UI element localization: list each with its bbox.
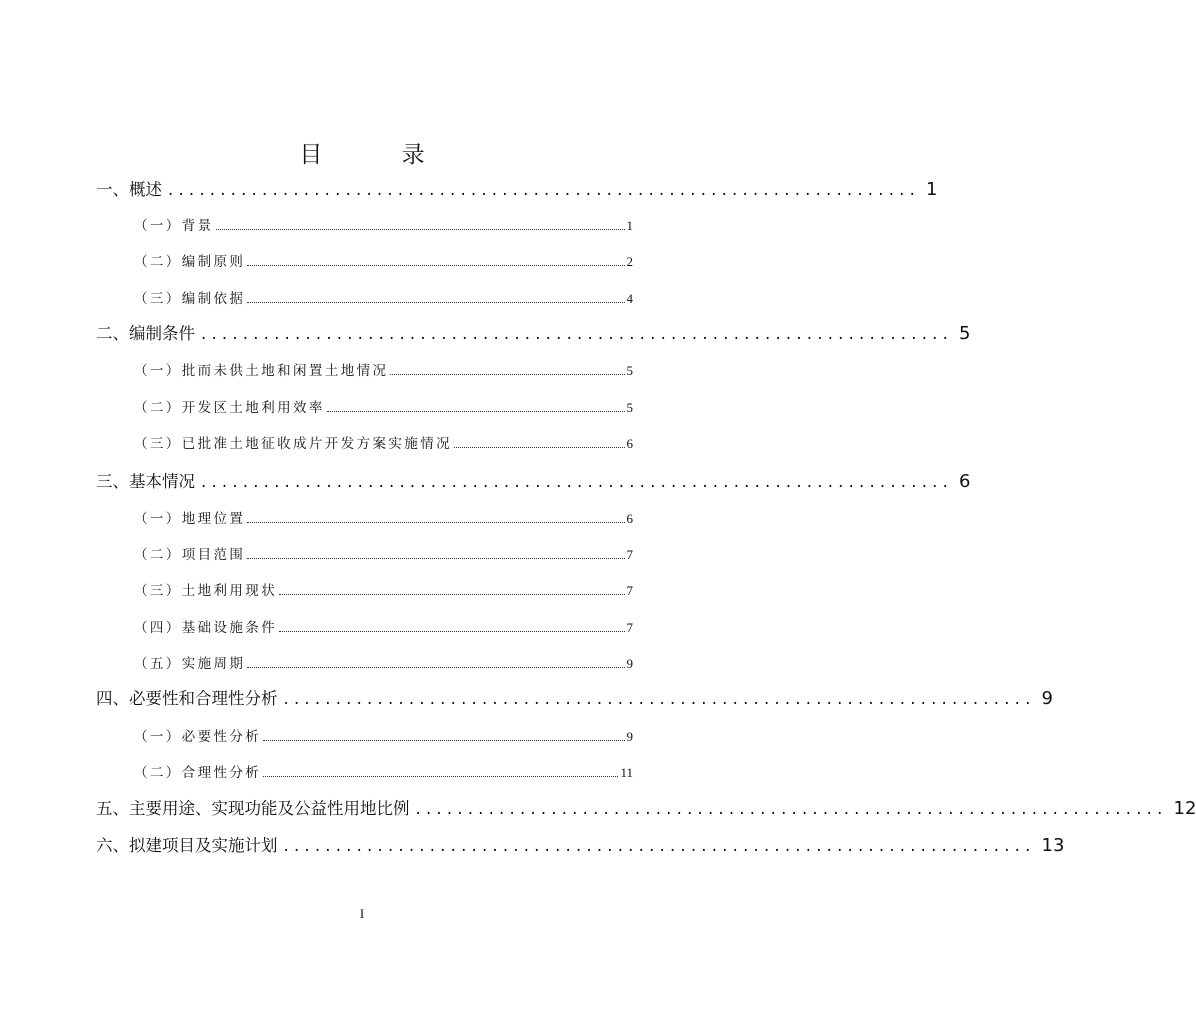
toc-entry[interactable] <box>134 616 633 636</box>
toc-entry-page: 9 <box>626 729 633 744</box>
toc-entry[interactable] <box>134 652 633 672</box>
toc-entry-label: （一）背景 <box>134 218 214 234</box>
toc-entry-label: （三）已批准土地征收成片开发方案实施情况 <box>134 436 452 452</box>
toc-entry-label: 四、必要性和合理性分析 <box>96 689 278 708</box>
toc-entry[interactable] <box>134 287 633 307</box>
toc-leader-dots: ........................................................................ <box>201 324 954 343</box>
toc-entry[interactable] <box>96 468 971 492</box>
toc-entry[interactable] <box>96 320 971 344</box>
toc-entry[interactable] <box>134 543 633 563</box>
toc-leader-dots: ........................................................................ <box>283 836 1036 855</box>
toc-entry-label: （二）合理性分析 <box>134 765 262 781</box>
toc-entry-label: （一）必要性分析 <box>134 729 262 745</box>
toc-entry-page: 7 <box>626 583 633 598</box>
toc-leader-dots <box>247 558 624 559</box>
toc-entry-label: （三）土地利用现状 <box>134 583 278 599</box>
toc-leader-dots: ........................................................................ <box>415 799 1168 818</box>
toc-entry-label: 三、基本情况 <box>96 472 195 491</box>
toc-entry-page: 1 <box>626 218 633 233</box>
toc-entry[interactable] <box>96 832 1065 856</box>
toc-entry-label: （二）项目范围 <box>134 547 246 563</box>
toc-leader-dots: ........................................................................ <box>168 180 921 199</box>
toc-entry-label: （四）基础设施条件 <box>134 620 278 636</box>
toc-entry-label: （一）批而未供土地和闲置土地情况 <box>134 363 389 379</box>
toc-entry-label: （三）编制依据 <box>134 291 246 307</box>
toc-entry-page: 7 <box>626 620 633 635</box>
toc-entry[interactable] <box>134 761 633 781</box>
toc-entry-label: （五）实施周期 <box>134 656 246 672</box>
toc-entry[interactable] <box>134 214 633 234</box>
toc-entry[interactable] <box>134 725 633 745</box>
toc-entry-label: （二）开发区土地利用效率 <box>134 400 325 416</box>
toc-leader-dots <box>279 631 624 632</box>
toc-entry-label: 一、概述 <box>96 180 162 199</box>
toc-leader-dots <box>247 522 624 523</box>
toc-leader-dots <box>247 302 624 303</box>
toc-entry-page: 9 <box>626 656 633 671</box>
toc-entry-page: 12 <box>1173 798 1196 819</box>
toc-leader-dots: ........................................................................ <box>283 689 1036 708</box>
toc-entry[interactable] <box>134 250 633 270</box>
toc-entry[interactable] <box>134 579 633 599</box>
toc-title: 目 录 <box>299 142 461 168</box>
toc-leader-dots: ........................................................................ <box>201 472 954 491</box>
toc-leader-dots <box>390 374 624 375</box>
toc-entry[interactable] <box>96 685 1053 709</box>
toc-leader-dots <box>216 229 625 230</box>
toc-entry-page: 2 <box>626 254 633 269</box>
toc-entry-page: 5 <box>626 400 633 415</box>
toc-leader-dots <box>327 411 625 412</box>
toc-entry-label: 六、拟建项目及实施计划 <box>96 836 278 855</box>
toc-entry-page: 7 <box>626 547 633 562</box>
toc-entry-label: （二）编制原则 <box>134 254 246 270</box>
toc-entry-page: 5 <box>626 363 633 378</box>
toc-entry-page: 11 <box>620 765 633 780</box>
toc-leader-dots <box>247 667 624 668</box>
toc-entry-label: 五、主要用途、实现功能及公益性用地比例 <box>96 799 410 818</box>
page-number: I <box>359 906 365 921</box>
toc-entry[interactable] <box>134 396 633 416</box>
toc-entry[interactable] <box>134 432 633 452</box>
toc-leader-dots <box>263 776 618 777</box>
toc-entry[interactable] <box>96 176 938 200</box>
toc-entry[interactable] <box>96 795 1196 819</box>
toc-entry-label: 二、编制条件 <box>96 324 195 343</box>
toc-leader-dots <box>454 447 625 448</box>
toc-entry-page: 6 <box>626 436 633 451</box>
toc-entry-page: 4 <box>626 291 633 306</box>
toc-entry[interactable] <box>134 359 633 379</box>
toc-leader-dots <box>247 265 624 266</box>
toc-entry-page: 13 <box>1041 835 1065 856</box>
toc-leader-dots <box>263 740 624 741</box>
toc-entry-page: 5 <box>959 323 971 344</box>
toc-entry-page: 6 <box>626 511 633 526</box>
toc-entry-page: 6 <box>959 471 971 492</box>
toc-entry-label: （一）地理位置 <box>134 511 246 527</box>
toc-entry-page: 9 <box>1041 688 1053 709</box>
toc-entry[interactable] <box>134 507 633 527</box>
toc-leader-dots <box>279 594 624 595</box>
toc-entry-page: 1 <box>926 179 938 200</box>
